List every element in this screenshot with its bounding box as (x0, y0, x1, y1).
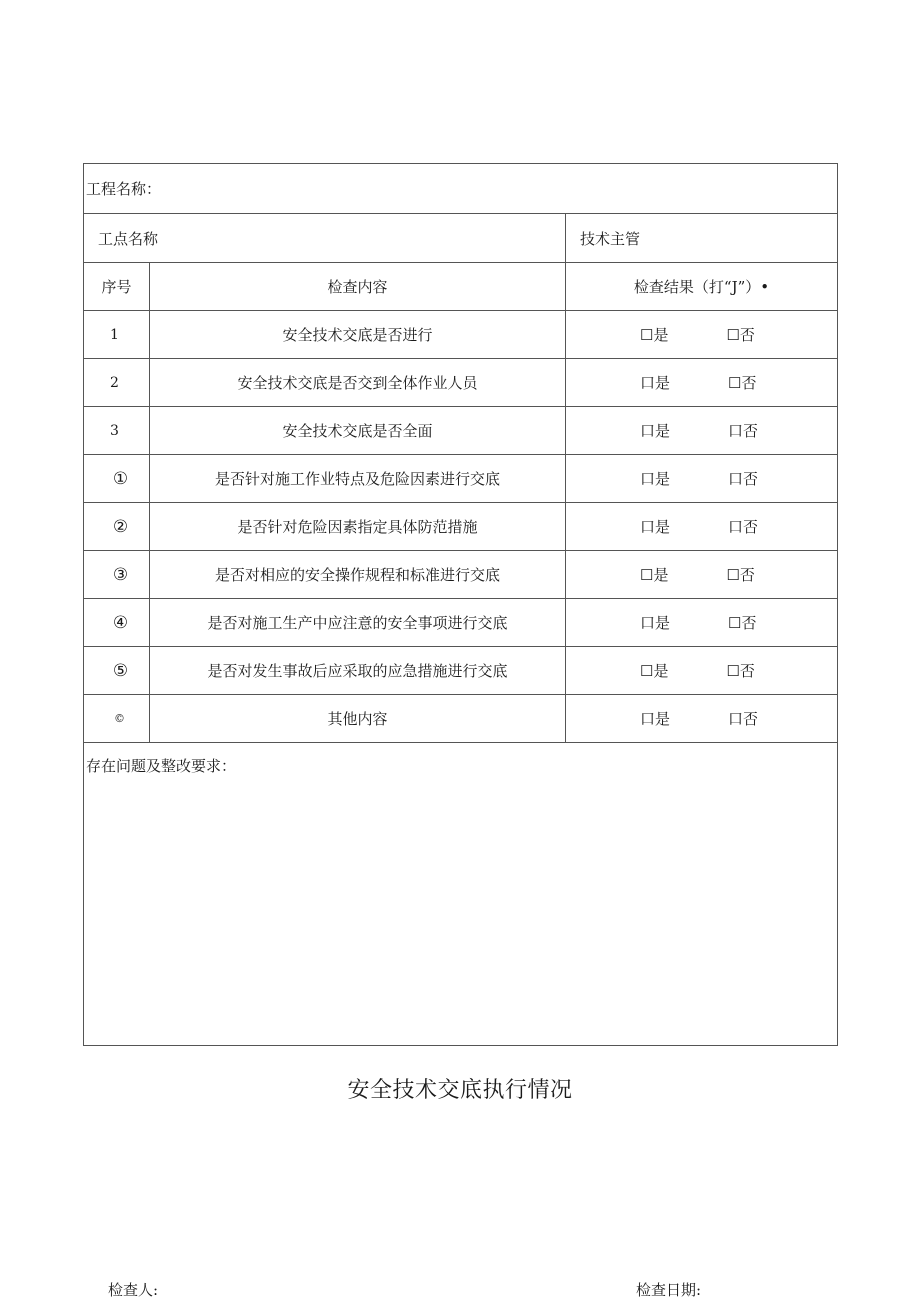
yes-checkbox[interactable]: 口是 (640, 710, 671, 728)
row-seq: 3 (84, 407, 150, 455)
project-name-field[interactable] (84, 164, 838, 214)
table-row (84, 551, 838, 599)
row-content: 安全技术交底是否交到全体作业人员 (150, 359, 566, 407)
row-seq: ⑤ (84, 647, 150, 695)
inspection-date-label: 检查日期: (636, 1281, 702, 1299)
no-checkbox[interactable]: ☐否 (728, 614, 757, 632)
tech-supervisor-label: 技术主管 (580, 229, 641, 248)
table-row (84, 503, 838, 551)
problems-field[interactable] (84, 743, 838, 1046)
no-checkbox[interactable]: 口否 (728, 710, 759, 728)
no-checkbox[interactable]: ☐否 (726, 566, 755, 584)
table-row (84, 359, 838, 407)
no-checkbox[interactable]: 口否 (728, 422, 759, 440)
no-checkbox[interactable]: 口否 (728, 518, 759, 536)
header-content: 检查内容 (150, 263, 566, 311)
yes-checkbox[interactable]: 口是 (640, 614, 671, 632)
yes-checkbox[interactable]: 口是 (640, 374, 671, 392)
row-seq: ④ (84, 599, 150, 647)
yes-checkbox[interactable]: ☐是 (640, 326, 669, 344)
row-seq: 1 (84, 311, 150, 359)
header-seq: 序号 (84, 263, 150, 311)
row-content: 安全技术交底是否进行 (150, 311, 566, 359)
document-title: 安全技术交底执行情况 (347, 1078, 573, 1103)
table-row (84, 407, 838, 455)
no-checkbox[interactable]: ☐否 (726, 662, 755, 680)
no-checkbox[interactable]: 口否 (728, 470, 759, 488)
problems-label: 存在问题及整改要求： (86, 757, 237, 775)
row-content: 是否对发生事故后应采取的应急措施进行交底 (150, 647, 566, 695)
project-name-label: 工程名称： (86, 180, 162, 198)
yes-checkbox[interactable]: ☐是 (640, 566, 669, 584)
row-seq: © (84, 695, 150, 743)
inspection-form-table (83, 163, 838, 1046)
table-row (84, 455, 838, 503)
no-checkbox[interactable]: ☐否 (726, 326, 755, 344)
row-seq: ③ (84, 551, 150, 599)
tech-supervisor-field[interactable] (566, 214, 838, 263)
yes-checkbox[interactable]: 口是 (640, 470, 671, 488)
header-result: 检查结果（打“J”）• (566, 263, 838, 311)
table-row (84, 647, 838, 695)
row-content: 是否针对危险因素指定具体防范措施 (150, 503, 566, 551)
row-seq: ② (84, 503, 150, 551)
row-content: 安全技术交底是否全面 (150, 407, 566, 455)
table-row (84, 311, 838, 359)
table-row (84, 695, 838, 743)
work-point-label: 工点名称 (98, 229, 159, 248)
row-content: 是否对施工生产中应注意的安全事项进行交底 (150, 599, 566, 647)
row-content: 是否对相应的安全操作规程和标准进行交底 (150, 551, 566, 599)
table-row (84, 599, 838, 647)
inspector-label: 检查人: (108, 1281, 159, 1299)
yes-checkbox[interactable]: 口是 (640, 518, 671, 536)
yes-checkbox[interactable]: 口是 (640, 422, 671, 440)
work-point-field[interactable] (84, 214, 566, 263)
no-checkbox[interactable]: ☐否 (728, 374, 757, 392)
row-content: 是否针对施工作业特点及危险因素进行交底 (150, 455, 566, 503)
row-seq: 2 (84, 359, 150, 407)
yes-checkbox[interactable]: ☐是 (640, 662, 669, 680)
row-content: 其他内容 (150, 695, 566, 743)
row-seq: ① (84, 455, 150, 503)
